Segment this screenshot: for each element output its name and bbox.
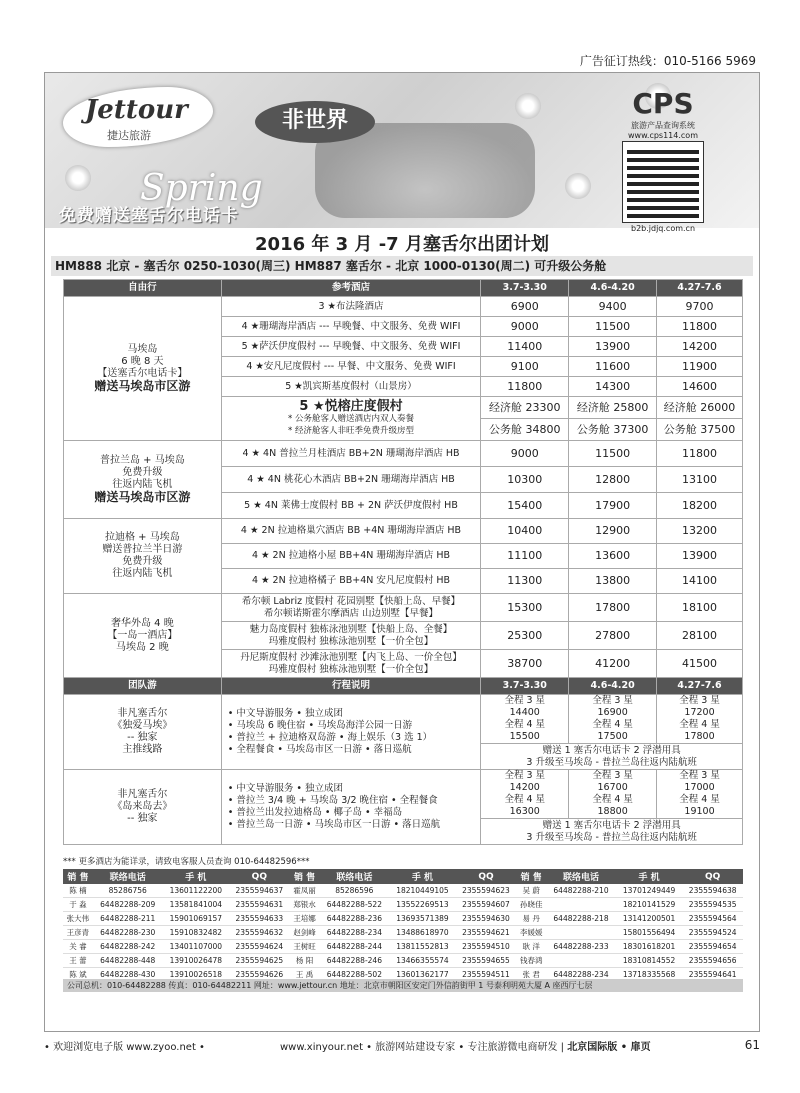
- group-line: 【一岛一酒店】: [107, 629, 178, 641]
- contact-cell: 64482288-430: [93, 968, 163, 982]
- col-head: 手 机: [163, 869, 229, 884]
- contact-cell: 13466355574: [389, 954, 455, 968]
- contact-cell: 2355594621: [456, 926, 517, 940]
- contact-cell: 18301618201: [616, 940, 682, 954]
- hotel-cell: [221, 594, 481, 622]
- hot-note: * 经济舱客人非旺季免费升级房型: [288, 425, 414, 436]
- price-table: [63, 279, 743, 845]
- price-cell: 11500: [569, 317, 657, 337]
- price-cell: 15300: [481, 594, 569, 622]
- col-head: 4.27-7.6: [657, 280, 743, 297]
- price-cell: 15400: [481, 493, 569, 519]
- col-head: 3.7-3.30: [481, 280, 569, 297]
- hotel-line: 希尔顿 Labriz 度假村 花园别墅【快船上岛、早餐】: [241, 595, 461, 607]
- table-row: [64, 770, 743, 819]
- col-head: 行程说明: [221, 678, 481, 695]
- group-line: 往返内陆飞机: [112, 568, 173, 579]
- group-cell: [64, 695, 222, 770]
- star-level: 全程 4 星: [592, 719, 633, 730]
- contact-cell: 64482288-211: [93, 912, 163, 926]
- star-level: 全程 4 星: [679, 794, 720, 805]
- contact-cell: 64482288-218: [546, 912, 616, 926]
- group-line: 奢华外岛 4 晚: [111, 617, 174, 629]
- star-level: 全程 3 星: [592, 770, 633, 781]
- footer-mid-text: www.xinyour.net • 旅游网站建设专家 • 专注旅游微电商研发 |: [280, 1042, 565, 1053]
- contact-cell: 64482288-448: [93, 954, 163, 968]
- company-info: 公司总机：010-64482288 传真：010-64482211 网址：www.jettour.cn 地址：北京市朝阳区安定门外信韵街甲 1 号泰利明苑大厦 A 座西厅七层: [63, 979, 743, 992]
- contact-cell: 2355594626: [229, 968, 290, 982]
- price-cell: 18200: [657, 493, 743, 519]
- contact-cell: 13693571389: [389, 912, 455, 926]
- price-value: 14200: [509, 782, 540, 793]
- group-highlight: 赠送马埃岛市区游: [94, 489, 191, 504]
- group-line: 赠送普拉兰半日游: [102, 544, 183, 555]
- cps-sub: 旅游产品查询系统: [631, 121, 695, 130]
- col-head: 4.27-7.6: [657, 678, 743, 695]
- price-cell: [569, 695, 657, 744]
- brand-cn: 捷达旅游: [107, 129, 151, 142]
- group-cell: [64, 441, 222, 519]
- flower-decor: [65, 165, 91, 191]
- table-row: [64, 519, 743, 544]
- hotel-line: 丹尼斯度假村 沙滩泳池别墅【内飞上岛、一价全包】: [240, 651, 462, 663]
- group-cell: [64, 770, 222, 845]
- price-cell: 25300: [481, 622, 569, 650]
- group-line: 6 晚 8 天: [121, 355, 164, 367]
- banner: [45, 73, 759, 233]
- gift-line: 赠送 1 塞舌尔电话卡 2 浮潜用具: [542, 819, 681, 831]
- contact-cell: 2355594511: [456, 968, 517, 982]
- col-head: 3.7-3.30: [481, 678, 569, 695]
- price-cell: [481, 695, 569, 744]
- col-head: 参考酒店: [221, 280, 481, 297]
- col-head: QQ: [456, 869, 517, 884]
- price-cell: 12900: [569, 519, 657, 544]
- contact-cell: 李媛媛: [516, 926, 546, 940]
- ad-frame: [44, 72, 760, 1032]
- page-title: 2016 年 3 月 -7 月塞舌尔出团计划: [255, 234, 549, 255]
- group-cell: [64, 519, 222, 594]
- itinerary-line: • 马埃岛 6 晚住宿 • 马埃岛海洋公园一日游: [227, 720, 413, 731]
- contact-table: [63, 869, 743, 982]
- hotel-cell: 4 ★安凡尼度假村 --- 早餐、中文服务、免费 WIFI: [221, 357, 481, 377]
- contact-cell: 2355594654: [682, 940, 743, 954]
- hotel-cell: 4 ★ 2N 拉迪格橘子 BB+4N 安凡尼度假村 HB: [221, 569, 481, 594]
- hotel-line: 魅力岛度假村 独栋泳池别墅【快船上岛、全餐】: [249, 623, 453, 635]
- contact-cell: 64482288-233: [546, 940, 616, 954]
- group-line: 非凡塞舌尔: [117, 708, 168, 719]
- price-cell: 28100: [657, 622, 743, 650]
- contact-cell: 13581841004: [163, 898, 229, 912]
- contact-cell: 2355594656: [682, 954, 743, 968]
- price-value: 17000: [684, 782, 715, 793]
- contact-cell: 陈 楠: [63, 884, 93, 898]
- price-cell: 公务舱 37500: [657, 419, 743, 441]
- price-cell: 13800: [569, 569, 657, 594]
- price-cell: 10300: [481, 467, 569, 493]
- cps-block: [603, 87, 723, 233]
- contact-cell: 2355594633: [229, 912, 290, 926]
- contact-cell: 张大伟: [63, 912, 93, 926]
- price-cell: [657, 695, 743, 744]
- footer-mid: [280, 1038, 651, 1053]
- contact-cell: 2355594510: [456, 940, 517, 954]
- hotel-line: 玛雅度假村 独栋泳池别墅【一价全包】: [268, 635, 434, 647]
- contact-cell: 13141200501: [616, 912, 682, 926]
- price-value: 15500: [509, 731, 540, 742]
- itinerary-line: • 普拉兰 + 拉迪格双岛游 • 海上娱乐（3 选 1）: [227, 732, 433, 743]
- price-cell: [657, 770, 743, 819]
- price-cell: 11100: [481, 544, 569, 569]
- contact-body: [63, 884, 743, 982]
- price-cell: 11900: [657, 357, 743, 377]
- contact-cell: 易 丹: [516, 912, 546, 926]
- price-value: 17200: [684, 707, 715, 718]
- price-cell: 经济舱 23300: [481, 397, 569, 419]
- contact-cell: [546, 926, 616, 940]
- price-cell: 13200: [657, 519, 743, 544]
- group-line: 拉迪格 + 马埃岛: [104, 532, 180, 543]
- col-head: 4.6-4.20: [569, 678, 657, 695]
- cps-url: www.cps114.com: [628, 131, 698, 140]
- contact-cell: 64482288-246: [320, 954, 390, 968]
- group-line: 非凡塞舌尔: [117, 789, 168, 800]
- qr-code-icon: [623, 142, 703, 222]
- contact-cell: 关 睿: [63, 940, 93, 954]
- price-cell: 6900: [481, 297, 569, 317]
- star-level: 全程 3 星: [679, 695, 720, 706]
- wonderland-logo: 非世界: [255, 101, 375, 143]
- contact-cell: 85286596: [320, 884, 390, 898]
- contact-row: [63, 954, 743, 968]
- contact-cell: 64482288-209: [93, 898, 163, 912]
- contact-cell: 霍凤丽: [290, 884, 320, 898]
- group-line: 免费升级: [122, 556, 163, 567]
- hotel-cell: 5 ★凯宾斯基度假村（山景房）: [221, 377, 481, 397]
- price-cell: 41200: [569, 650, 657, 678]
- contact-cell: 钱春鸿: [516, 954, 546, 968]
- col-head: QQ: [682, 869, 743, 884]
- contact-cell: 王彦青: [63, 926, 93, 940]
- contact-cell: 15901069157: [163, 912, 229, 926]
- contact-cell: 64482288-236: [320, 912, 390, 926]
- price-value: 16300: [509, 806, 540, 817]
- col-head: 销 售: [63, 869, 93, 884]
- free-gift-text: 免费赠送塞舌尔电话卡: [59, 206, 239, 226]
- contact-cell: 孙晓佳: [516, 898, 546, 912]
- hotel-cell: 4 ★ 2N 拉迪格小屋 BB+4N 珊瑚海岸酒店 HB: [221, 544, 481, 569]
- contact-cell: 15910832482: [163, 926, 229, 940]
- price-cell: 11800: [481, 377, 569, 397]
- contact-cell: 2355594630: [456, 912, 517, 926]
- itinerary-line: • 中文导游服务 • 独立成团: [227, 708, 344, 719]
- price-cell: 公务舱 37300: [569, 419, 657, 441]
- group-line: 《岛来岛去》: [112, 801, 173, 812]
- star-level: 全程 4 星: [504, 794, 546, 805]
- star-level: 全程 3 星: [504, 770, 546, 781]
- contact-cell: 2355594655: [456, 954, 517, 968]
- price-cell: 经济舱 26000: [657, 397, 743, 419]
- flight-info: HM888 北京 - 塞舌尔 0250-1030(周三) HM887 塞舌尔 - 北京 1000-0130(周二) 可升级公务舱: [51, 256, 753, 276]
- contact-row: [63, 940, 743, 954]
- contact-cell: 64482288-522: [320, 898, 390, 912]
- group-line: 免费升级: [122, 466, 163, 478]
- contact-cell: 13401107000: [163, 940, 229, 954]
- contact-cell: 85286756: [93, 884, 163, 898]
- hotel-cell: 5 ★ 4N 莱佛士度假村 BB + 2N 萨沃伊度假村 HB: [221, 493, 481, 519]
- price-cell: 13900: [569, 337, 657, 357]
- contact-cell: 2355594607: [456, 898, 517, 912]
- contact-cell: 18210449105: [389, 884, 455, 898]
- price-cell: 经济舱 25800: [569, 397, 657, 419]
- hotel-cell: 4 ★珊瑚海岸酒店 --- 早晚餐、中文服务、免费 WIFI: [221, 317, 481, 337]
- col-head: QQ: [229, 869, 290, 884]
- star-level: 全程 4 星: [679, 719, 720, 730]
- price-cell: 13900: [657, 544, 743, 569]
- star-level: 全程 3 星: [679, 770, 720, 781]
- gift-cell: [481, 819, 743, 845]
- contact-header: [63, 869, 743, 884]
- group-cell: [64, 297, 222, 441]
- hotel-cell: [221, 622, 481, 650]
- contact-cell: 64482288-210: [546, 884, 616, 898]
- group-line: 马埃岛 2 晚: [116, 641, 169, 653]
- itinerary-line: • 普拉兰出发拉迪格岛 • 椰子岛 • 幸福岛: [227, 807, 403, 818]
- price-cell: 11600: [569, 357, 657, 377]
- price-cell: 11500: [569, 441, 657, 467]
- contact-cell: 2355594632: [229, 926, 290, 940]
- contact-cell: 64482288-230: [93, 926, 163, 940]
- hotel-cell: 4 ★ 4N 桃花心木酒店 BB+2N 珊瑚海岸酒店 HB: [221, 467, 481, 493]
- gift-line: 3 升级至马埃岛 - 普拉兰岛往返内陆航班: [526, 756, 697, 768]
- hot-note: * 公务舱客人赠送酒店内双人奏餐: [288, 413, 414, 424]
- gift-cell: [481, 744, 743, 770]
- page-number: 61: [744, 1038, 760, 1052]
- group-line: 【送塞舌尔电话卡】: [97, 367, 188, 379]
- contact-cell: 13910026518: [163, 968, 229, 982]
- itinerary-cell: [221, 770, 481, 845]
- price-value: 14400: [509, 707, 540, 718]
- contact-cell: 64482288-242: [93, 940, 163, 954]
- flower-decor: [515, 93, 541, 119]
- ad-hotline: 广告征订热线：010-5166 5969: [579, 54, 756, 68]
- contact-cell: 2355594625: [229, 954, 290, 968]
- col-head: 销 售: [290, 869, 320, 884]
- contact-cell: 2355594641: [682, 968, 743, 982]
- jettour-logo: [63, 87, 213, 147]
- spring-text: Spring: [140, 168, 263, 209]
- price-cell: [481, 770, 569, 819]
- itinerary-line: • 普拉兰岛一日游 • 马埃岛市区一日游 • 落日巡航: [227, 819, 441, 830]
- group-line: -- 独家: [127, 813, 158, 824]
- contact-cell: 2355594631: [229, 898, 290, 912]
- hotel-line: 玛雅度假村 独栋泳池别墅【一价全包】: [268, 663, 434, 675]
- brand-en: Jettour: [85, 95, 188, 125]
- table-row: [64, 594, 743, 622]
- contact-cell: 耿 洋: [516, 940, 546, 954]
- price-cell: 14600: [657, 377, 743, 397]
- edition-label: 北京国际版 • 扉页: [567, 1042, 651, 1053]
- contact-cell: 13552269513: [389, 898, 455, 912]
- cps-logo: CPS: [632, 87, 694, 120]
- team-header: [64, 678, 743, 695]
- hot-hotel-cell: [221, 397, 481, 441]
- col-head: 销 售: [516, 869, 546, 884]
- col-head: 自由行: [64, 280, 222, 297]
- contact-cell: 13910026478: [163, 954, 229, 968]
- group-line: 普拉兰岛 + 马埃岛: [99, 454, 185, 466]
- price-value: 16700: [597, 782, 628, 793]
- col-head: 联络电话: [320, 869, 390, 884]
- price-value: 17500: [597, 731, 628, 742]
- contact-cell: 13718335568: [616, 968, 682, 982]
- group-cell: [64, 594, 222, 678]
- price-cell: 11800: [657, 317, 743, 337]
- price-value: 19100: [684, 806, 715, 817]
- col-head: 4.6-4.20: [569, 280, 657, 297]
- price-cell: 11400: [481, 337, 569, 357]
- table-row: [64, 297, 743, 317]
- contact-cell: 张 君: [516, 968, 546, 982]
- contact-cell: 陈 斌: [63, 968, 93, 982]
- contact-cell: 郑银水: [290, 898, 320, 912]
- contact-cell: 13601362177: [389, 968, 455, 982]
- contact-cell: 64482288-502: [320, 968, 390, 982]
- contact-cell: 13811552813: [389, 940, 455, 954]
- price-value: 16900: [597, 707, 628, 718]
- hotel-cell: [221, 650, 481, 678]
- contact-cell: 2355594637: [229, 884, 290, 898]
- hotel-cell: 4 ★ 4N 普拉兰月桂酒店 BB+2N 珊瑚海岸酒店 HB: [221, 441, 481, 467]
- star-level: 全程 3 星: [504, 695, 546, 706]
- contact-cell: 2355594524: [682, 926, 743, 940]
- gift-line: 3 升级至马埃岛 - 普拉兰岛往返内陆航班: [526, 831, 697, 843]
- contact-cell: 18310814552: [616, 954, 682, 968]
- group-line: 马埃岛: [127, 343, 158, 355]
- hotel-cell: 3 ★布法隆酒店: [221, 297, 481, 317]
- price-cell: 14200: [657, 337, 743, 357]
- contact-cell: 王培娜: [290, 912, 320, 926]
- price-cell: 17900: [569, 493, 657, 519]
- price-value: 17800: [684, 731, 715, 742]
- contact-row: [63, 912, 743, 926]
- price-cell: 14100: [657, 569, 743, 594]
- itinerary-line: • 全程餐食 • 马埃岛市区一日游 • 落日巡航: [227, 744, 412, 755]
- hotel-cell: 5 ★萨沃伊度假村 --- 早晚餐、中文服务、免费 WIFI: [221, 337, 481, 357]
- gift-line: 赠送 1 塞舌尔电话卡 2 浮潜用具: [542, 744, 681, 756]
- price-cell: 14300: [569, 377, 657, 397]
- price-cell: 13600: [569, 544, 657, 569]
- contact-cell: 王树旺: [290, 940, 320, 954]
- price-cell: [569, 770, 657, 819]
- contact-cell: 13488618970: [389, 926, 455, 940]
- contact-cell: 13601122200: [163, 884, 229, 898]
- col-head: 团队游: [64, 678, 222, 695]
- contact-row: [63, 898, 743, 912]
- contact-cell: 18210141529: [616, 898, 682, 912]
- price-cell: 9700: [657, 297, 743, 317]
- contact-cell: 15801556494: [616, 926, 682, 940]
- price-cell: 27800: [569, 622, 657, 650]
- price-cell: 9400: [569, 297, 657, 317]
- table-row: [64, 695, 743, 744]
- price-cell: 18100: [657, 594, 743, 622]
- star-level: 全程 4 星: [504, 719, 546, 730]
- star-level: 全程 3 星: [592, 695, 633, 706]
- hotel-line: 希尔顿诺斯霍尔摩酒店 山边别墅【早餐】: [264, 607, 439, 619]
- col-head: 手 机: [389, 869, 455, 884]
- contact-cell: 64482288-234: [546, 968, 616, 982]
- price-cell: 41500: [657, 650, 743, 678]
- itinerary-line: • 中文导游服务 • 独立成团: [227, 783, 344, 794]
- price-cell: 9100: [481, 357, 569, 377]
- contact-cell: 2355594535: [682, 898, 743, 912]
- price-cell: 9000: [481, 441, 569, 467]
- hotel-cell: 4 ★ 2N 拉迪格巢穴酒店 BB +4N 珊瑚海岸酒店 HB: [221, 519, 481, 544]
- group-line: 主推线路: [122, 744, 163, 755]
- contact-cell: 吴 蔚: [516, 884, 546, 898]
- contact-cell: [546, 898, 616, 912]
- price-cell: 13100: [657, 467, 743, 493]
- price-cell: 38700: [481, 650, 569, 678]
- contact-cell: 杨 阳: [290, 954, 320, 968]
- contact-cell: 王 蕾: [63, 954, 93, 968]
- group-line: -- 独家: [127, 732, 158, 743]
- price-value: 18800: [597, 806, 628, 817]
- col-head: 联络电话: [546, 869, 616, 884]
- contact-cell: 2355594638: [682, 884, 743, 898]
- col-head: 手 机: [616, 869, 682, 884]
- group-line: 《独爱马埃》: [112, 720, 173, 731]
- group-highlight: 赠送马埃岛市区游: [94, 378, 191, 393]
- contact-cell: [546, 954, 616, 968]
- contact-cell: 2355594564: [682, 912, 743, 926]
- contact-cell: 64482288-234: [320, 926, 390, 940]
- contact-cell: 2355594624: [229, 940, 290, 954]
- flower-decor: [565, 173, 591, 199]
- price-cell: 12800: [569, 467, 657, 493]
- contact-row: [63, 926, 743, 940]
- table-row: [64, 441, 743, 467]
- table-header: [64, 280, 743, 297]
- itinerary-cell: [221, 695, 481, 770]
- price-cell: 11800: [657, 441, 743, 467]
- hot-hotel-name: 5 ★悦榕庄度假村: [299, 398, 403, 414]
- contact-row: [63, 884, 743, 898]
- price-cell: 11300: [481, 569, 569, 594]
- footer-left: • 欢迎浏览电子版 www.zyoo.net •: [44, 1042, 205, 1053]
- price-cell: 9000: [481, 317, 569, 337]
- contact-cell: 2355594623: [456, 884, 517, 898]
- more-hotels-note: *** 更多酒店为能详录，请致电客服人员查询 010-64482596***: [63, 857, 310, 867]
- contact-cell: 13701249449: [616, 884, 682, 898]
- star-level: 全程 4 星: [592, 794, 633, 805]
- group-line: 往返内陆飞机: [112, 478, 173, 490]
- contact-cell: 王 禹: [290, 968, 320, 982]
- contact-cell: 64482288-244: [320, 940, 390, 954]
- qr-url: b2b.jdjq.com.cn: [630, 224, 696, 233]
- itinerary-line: • 普拉兰 3/4 晚 + 马埃岛 3/2 晚住宿 • 全程餐食: [227, 795, 438, 806]
- price-cell: 10400: [481, 519, 569, 544]
- price-cell: 公务舱 34800: [481, 419, 569, 441]
- price-cell: 17800: [569, 594, 657, 622]
- contact-cell: 赵剑峰: [290, 926, 320, 940]
- col-head: 联络电话: [93, 869, 163, 884]
- contact-cell: 于 淼: [63, 898, 93, 912]
